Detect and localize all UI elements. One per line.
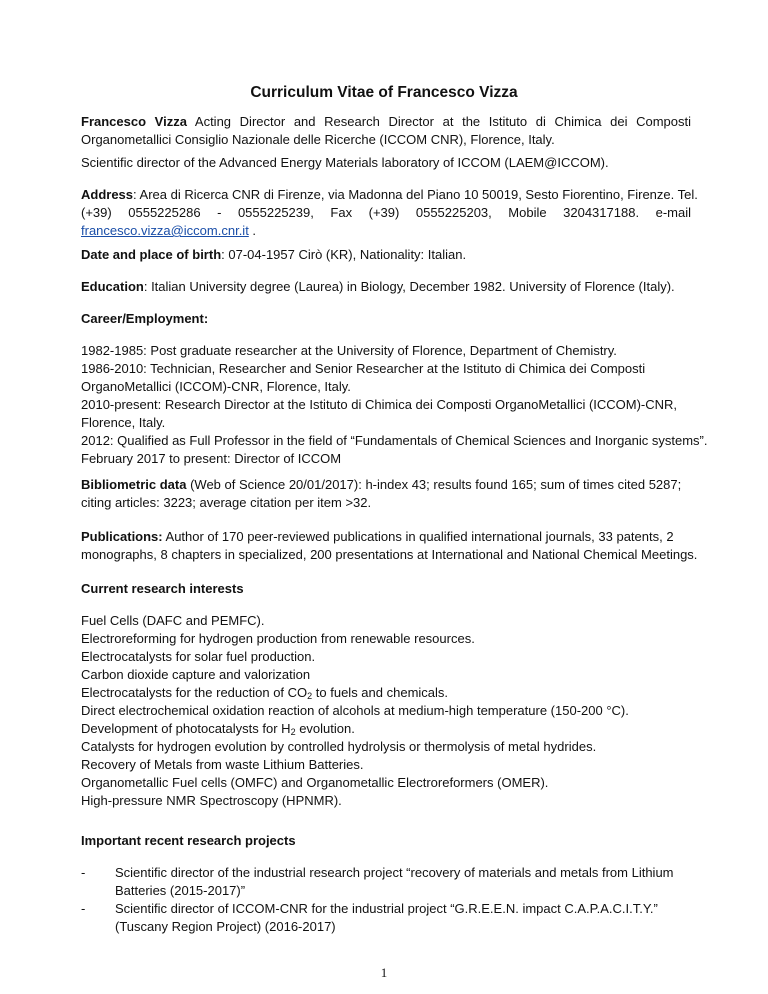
project-line: Batteries (2015-2017)” xyxy=(115,883,246,898)
scientific-director-line: Scientific director of the Advanced Energy Materials laboratory of ICCOM (LAEM@ICCOM). xyxy=(81,155,609,170)
birth-line xyxy=(81,246,691,264)
intro-name: Francesco Vizza xyxy=(81,114,187,129)
bibliometric-label: Bibliometric data xyxy=(81,477,187,492)
research-interests-list xyxy=(81,612,691,810)
interest-item: High-pressure NMR Spectroscopy (HPNMR). xyxy=(81,793,342,808)
interest-item: Carbon dioxide capture and valorization xyxy=(81,667,311,682)
interest-text: Electrocatalysts for the reduction of CO xyxy=(81,685,308,700)
interest-item: Fuel Cells (DAFC and PEMFC). xyxy=(81,613,265,628)
career-list xyxy=(81,342,708,468)
education-label: Education xyxy=(81,279,144,294)
projects-heading: Important recent research projects xyxy=(81,833,296,848)
bibliometric-line-1 xyxy=(81,476,691,494)
email-link[interactable]: francesco.vizza@iccom.cnr.it xyxy=(81,223,249,238)
project-line: Scientific director of the industrial research project “recovery of materials and metals from Lithium xyxy=(115,865,674,880)
address-paragraph xyxy=(81,186,698,240)
publications-label: Publications: xyxy=(81,529,163,544)
project-item xyxy=(115,864,690,900)
education-text: : Italian University degree (Laurea) in Biology, December 1982. University of Florence (Italy). xyxy=(143,279,675,294)
address-label: Address xyxy=(81,187,134,202)
email-suffix: . xyxy=(248,223,257,238)
project-item xyxy=(115,900,690,936)
publications-line-1 xyxy=(81,528,691,546)
list-bullet: - xyxy=(81,865,86,880)
interest-item: Electroreforming for hydrogen production from renewable resources. xyxy=(81,631,475,646)
interest-item: Organometallic Fuel cells (OMFC) and Organometallic Electroreformers (OMER). xyxy=(81,775,549,790)
bibliometric-text-1: (Web of Science 20/01/2017): h-index 43; results found 165; sum of times cited 5287; xyxy=(186,477,682,492)
interest-text: to fuels and chemicals. xyxy=(312,685,449,700)
bibliometric-paragraph xyxy=(81,476,691,512)
subscript: 2 xyxy=(290,727,296,737)
address-line-1 xyxy=(81,186,698,204)
interest-item: Direct electrochemical oxidation reaction of alcohols at medium-high temperature (150-200 °C). xyxy=(81,703,629,718)
research-interests-heading: Current research interests xyxy=(81,581,244,596)
projects-list xyxy=(81,864,691,936)
intro-paragraph xyxy=(81,113,691,149)
page-number: 1 xyxy=(380,965,388,980)
subscript: 2 xyxy=(307,691,313,701)
address-text-1: : Area di Ricerca CNR di Firenze, via Madonna del Piano 10 50019, Sesto Fiorentino, Firenze. Tel. xyxy=(133,187,698,202)
document-title: Curriculum Vitae of Francesco Vizza xyxy=(250,84,518,101)
interest-item: Recovery of Metals from waste Lithium Batteries. xyxy=(81,757,364,772)
career-line: 2010-present: Research Director at the Istituto di Chimica dei Composti OrganoMetallici (ICCOM)-CNR, xyxy=(81,397,678,412)
publications-paragraph xyxy=(81,528,698,564)
interest-text: Development of photocatalysts for H xyxy=(81,721,291,736)
project-line: Scientific director of ICCOM-CNR for the industrial project “G.R.E.E.N. impact C.A.P.A.C.I.T.Y.” xyxy=(115,901,658,916)
project-line: (Tuscany Region Project) (2016-2017) xyxy=(115,919,336,934)
career-line: 2012: Qualified as Full Professor in the field of “Fundamentals of Chemical Sciences and Inorganic systems”. xyxy=(81,433,708,448)
career-line: OrganoMetallici (ICCOM)-CNR, Florence, Italy. xyxy=(81,379,351,394)
address-line-2: (+39) 0555225286 - 0555225239, Fax (+39) 0555225203, Mobile 3204317188. e-mail xyxy=(81,205,691,220)
interest-item: Electrocatalysts for solar fuel production. xyxy=(81,649,316,664)
career-line: 1986-2010: Technician, Researcher and Senior Researcher at the Istituto di Chimica dei Composti xyxy=(81,361,646,376)
birth-label: Date and place of birth xyxy=(81,247,222,262)
list-bullet: - xyxy=(81,901,86,916)
birth-text: : 07-04-1957 Cirò (KR), Nationality: Italian. xyxy=(221,247,467,262)
interest-item xyxy=(81,684,691,702)
intro-line-1 xyxy=(81,113,691,131)
intro-role-line-1: Acting Director and Research Director at the Istituto di Chimica dei Composti xyxy=(186,114,692,129)
bibliometric-line-2: citing articles: 3223; average citation per item >32. xyxy=(81,495,372,510)
career-line: 1982-1985: Post graduate researcher at the University of Florence, Department of Chemistry. xyxy=(81,343,617,358)
intro-role-line-2: Organometallici Consiglio Nazionale delle Ricerche (ICCOM CNR), Florence, Italy. xyxy=(81,132,555,147)
career-line: Florence, Italy. xyxy=(81,415,166,430)
publications-text-1: Author of 170 peer-reviewed publications in qualified international journals, 33 patents, 2 xyxy=(162,529,674,544)
career-line: February 2017 to present: Director of ICCOM xyxy=(81,451,342,466)
interest-item xyxy=(81,720,691,738)
career-heading: Career/Employment: xyxy=(81,311,209,326)
education-line xyxy=(81,278,691,296)
interest-item: Catalysts for hydrogen evolution by controlled hydrolysis or thermolysis of metal hydrides. xyxy=(81,739,597,754)
interest-text: evolution. xyxy=(295,721,355,736)
address-line-3 xyxy=(81,222,691,240)
publications-line-2: monographs, 8 chapters in specialized, 200 presentations at International and National Chemical Meetings. xyxy=(81,547,698,562)
